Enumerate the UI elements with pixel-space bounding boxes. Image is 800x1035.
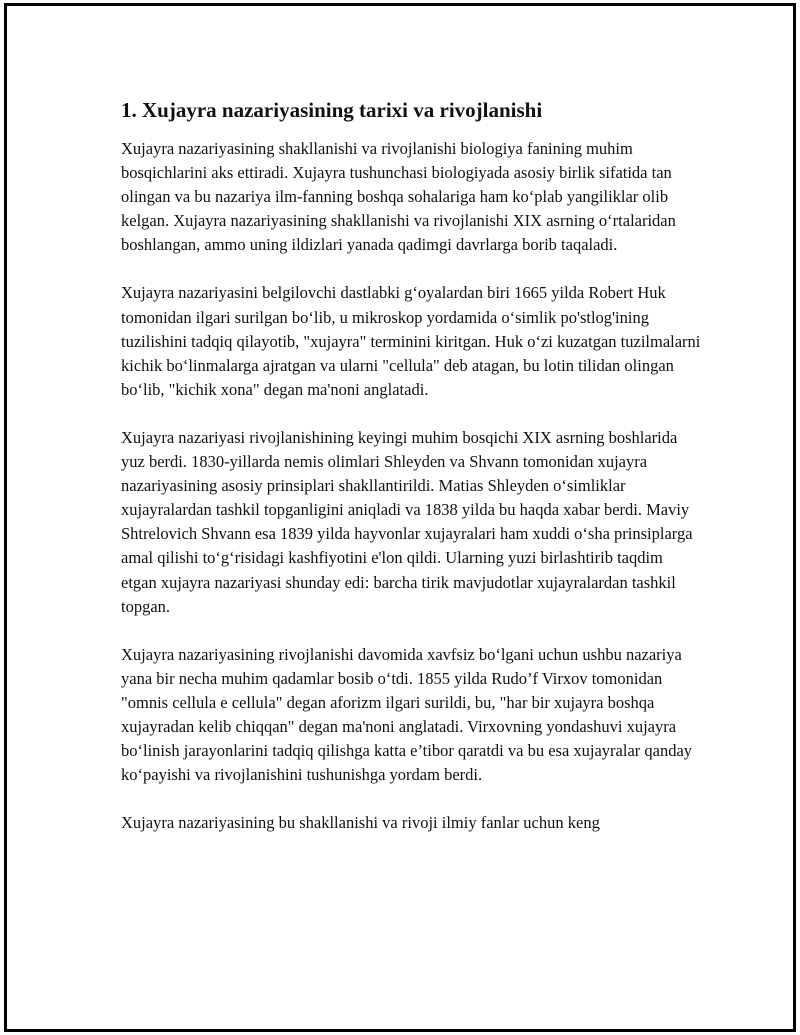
document-body [121, 96, 701, 859]
section-title: 1. Xujayra nazariyasining tarixi va rivojlanishi [121, 98, 543, 122]
paragraph-1: Xujayra nazariyasining shakllanishi va rivojlanishi biologiya fanining muhim bosqichlarini aks ettiradi. Xujayra tushunchasi biologiyada asosiy birlik sifatida tan olingan va bu nazariya ilm-fanning boshqa sohalariga ham ko‘plab yangiliklar olib kelgan. Xujayra nazariyasining shakllanishi va rivojlanishi XIX asrning o‘rtalaridan boshlangan, ammo uning ildizlari yanada qadimgi davrlarga borib taqaladi. [121, 139, 676, 255]
paragraph-2: Xujayra nazariyasini belgilovchi dastlabki g‘oyalardan biri 1665 yilda Robert Huk tomonidan ilgari surilgan bo‘lib, u mikroskop yordamida o‘simlik po'stlog'ining tuzilishini tadqiq qilayotib, "xujayra" terminini kiritgan. Huk o‘zi kuzatgan tuzilmalarni kichik bo‘linmalarga ajratgan va ularni "cellula" deb atagan, bu lotin tilidan olingan bo‘lib, "kichik xona" degan ma'noni anglatadi. [121, 283, 701, 399]
paragraph-5: Xujayra nazariyasining bu shakllanishi va rivoji ilmiy fanlar uchun keng [121, 813, 600, 833]
paragraph-3: Xujayra nazariyasi rivojlanishining keyingi muhim bosqichi XIX asrning boshlarida yuz berdi. 1830-yillarda nemis olimlari Shleyden va Shvann tomonidan xujayra nazariyasining asosiy prinsiplari shakllantirildi. Matias Shleyden o‘simliklar xujayralardan tashkil topganligini aniqladi va 1838 yilda bu haqda xabar berdi. Maviy Shtrelovich Shvann esa 1839 yilda hayvonlar xujayralari ham xuddi o‘sha prinsiplarga amal qilishi to‘g‘risidagi kashfiyotini e'lon qildi. Ularning yuzi birlashtirib taqdim etgan xujayra nazariyasi shunday edi: barcha tirik mavjudotlar xujayralardan tashkil topgan. [121, 427, 693, 616]
paragraph-4: Xujayra nazariyasining rivojlanishi davomida xavfsiz bo‘lgani uchun ushbu nazariya yana bir necha muhim qadamlar bosib o‘tdi. 1855 yilda Rudo’f Virxov tomonidan "omnis cellula e cellula" degan aforizm ilgari surildi, bu, "har bir xujayra boshqa xujayradan kelib chiqqan" degan ma'noni anglatadi. Virxovning yondashuvi xujayra bo‘linish jarayonlarini tadqiq qilishga katta e’tibor qaratdi va bu esa xujayralar qanday ko‘payishi va rivojlanishini tushunishga yordam berdi. [121, 644, 693, 785]
page-frame [4, 3, 796, 1032]
